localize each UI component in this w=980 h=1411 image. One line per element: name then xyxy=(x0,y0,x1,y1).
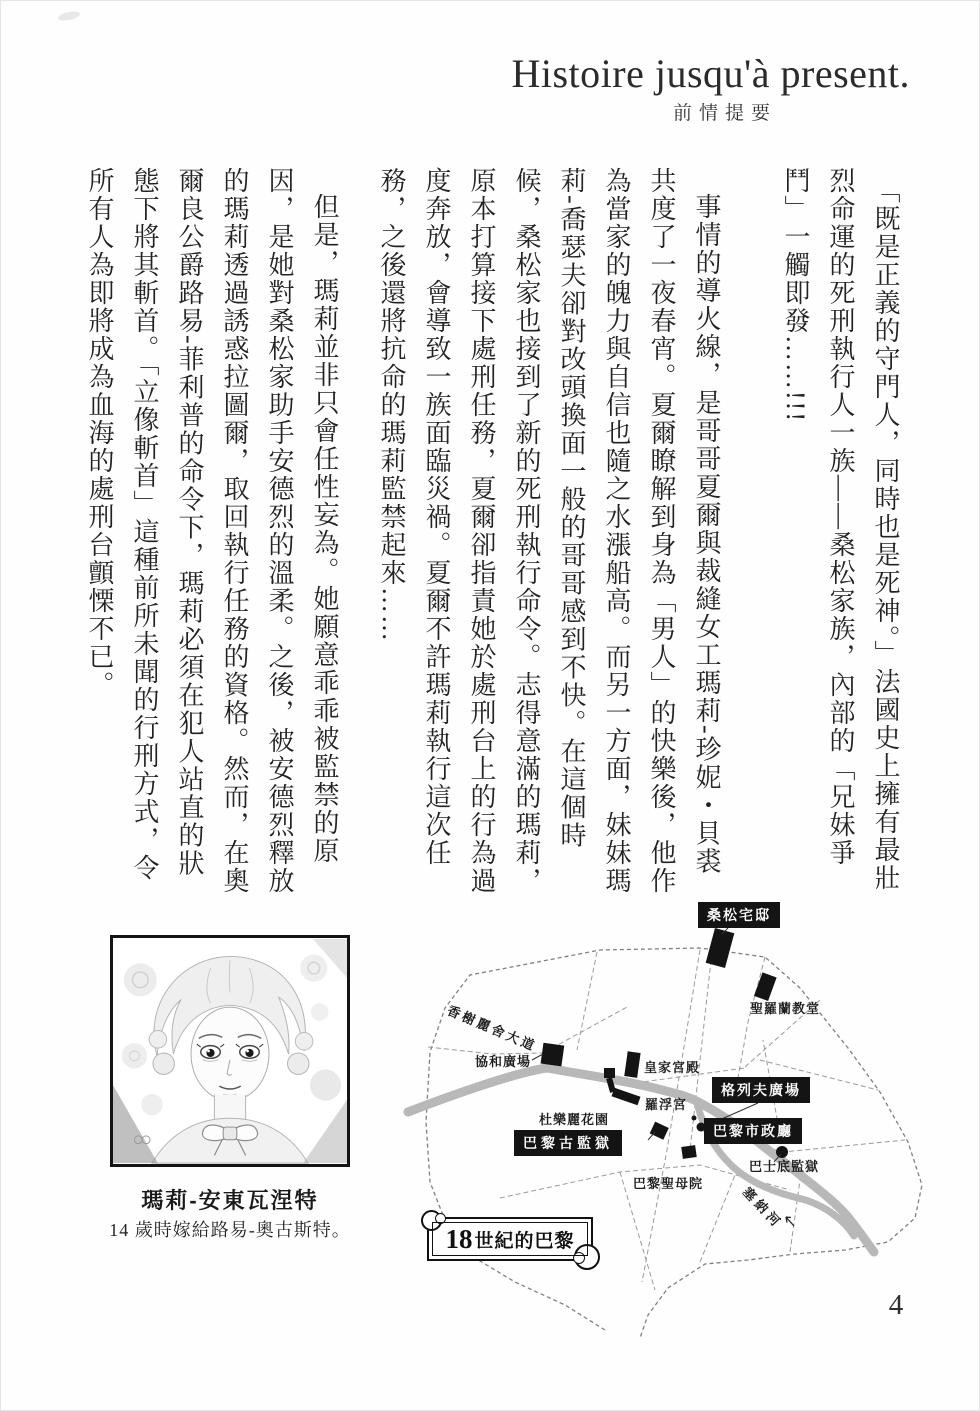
map-label-conciergerie: 巴黎古監獄 xyxy=(514,1130,622,1156)
map-label-seine-river: 塞納河 xyxy=(739,1184,786,1232)
portrait-name: 瑪莉-安東瓦涅特 xyxy=(141,1188,319,1213)
map-label-tuileries-garden: 杜樂麗花園 xyxy=(539,1112,610,1127)
page-number: 4 xyxy=(888,1289,904,1321)
map-title xyxy=(432,1222,588,1256)
portrait-caption: 14 歲時嫁給路易-奧古斯特。 xyxy=(109,1220,351,1240)
map-label-sanson-residence: 桑松宅邸 xyxy=(698,902,780,928)
marker-hotel-de-ville xyxy=(692,1116,697,1121)
scan-artifact xyxy=(57,10,80,22)
synopsis-paragraph: 但是，瑪莉並非只會任性妄為。她願意乖乖被監禁的原因，是她對桑松家助手安德烈的溫柔。之後，被安德烈釋放的瑪莉透過誘惑拉圖爾，取回執行任務的資格。然而，在奧爾良公爵路易-菲利普的命令下，瑪莉必須在犯人站直的狀態下將其斬首。「立像斬首」這種前所未聞的行刑方式，令所有人為即將成為血海的處刑台顫慄不已。 xyxy=(85,167,339,895)
map-label-bastille: 巴士底監獄 xyxy=(749,1159,820,1174)
map-label-louvre: 羅浮宮 xyxy=(645,1097,688,1112)
map-label-place-greve: 格列夫廣場 xyxy=(712,1077,810,1103)
map-label-notre-dame: 巴黎聖母院 xyxy=(633,1176,704,1191)
building-sanson-residence xyxy=(706,928,735,968)
map-label-hotel-de-ville: 巴黎市政廳 xyxy=(704,1118,802,1144)
map-title-number: 18 xyxy=(445,1223,473,1254)
map-label-palais-royal: 皇家宮殿 xyxy=(644,1060,701,1075)
map-label-champs-elysees: 香榭麗舍大道 xyxy=(444,1002,540,1055)
building-palais-royal xyxy=(624,1051,640,1078)
city-boundary xyxy=(426,948,922,1338)
page-title-french: Histoire jusqu'à present. xyxy=(511,51,910,96)
map-title-text: 世紀的巴黎 xyxy=(474,1230,575,1252)
building-conciergerie xyxy=(650,1122,669,1140)
building-st-laurent-church xyxy=(754,972,777,1001)
marie-antoinette-portrait xyxy=(113,938,347,1164)
building-place-concorde xyxy=(541,1043,565,1067)
synopsis-paragraph: 「既是正義的守門人，同時也是死神。」法國史上擁有最壯烈命運的死刑執行人一族——桑松家族，內部的「兄妹爭鬥」一觸即發……!!! xyxy=(781,167,900,893)
synopsis-vertical-text xyxy=(77,167,908,903)
map-label-st-laurent-church: 聖羅蘭教堂 xyxy=(750,1001,821,1016)
page-title-chinese: 前情提要 xyxy=(672,103,777,124)
marie-antoinette-portrait-frame xyxy=(110,935,350,1167)
face xyxy=(191,1007,269,1101)
map-title-box xyxy=(427,1217,593,1261)
map-label-place-concorde: 協和廣場 xyxy=(475,1054,532,1069)
building-notre-dame xyxy=(681,1145,697,1159)
synopsis-paragraph: 事情的導火線，是哥哥夏爾與裁縫女工瑪莉-珍妮・貝裘共度了一夜春宵。夏爾瞭解到身為「男人」的快樂後，他作為當家的魄力與自信也隨之水漲船高。而另一方面，妹妹瑪莉-喬瑟夫卻對改頭換面一般的哥哥感到不快。在這個時候，桑松家也接到了新的死刑執行命令。志得意滿的瑪莉，原本打算接下處刑任務，夏爾卻指責她於處刑台上的行為過度奔放，會導致一族面臨災禍。夏爾不許瑪莉執行這次任務，之後還將抗命的瑪莉監禁起來…… xyxy=(377,167,721,895)
